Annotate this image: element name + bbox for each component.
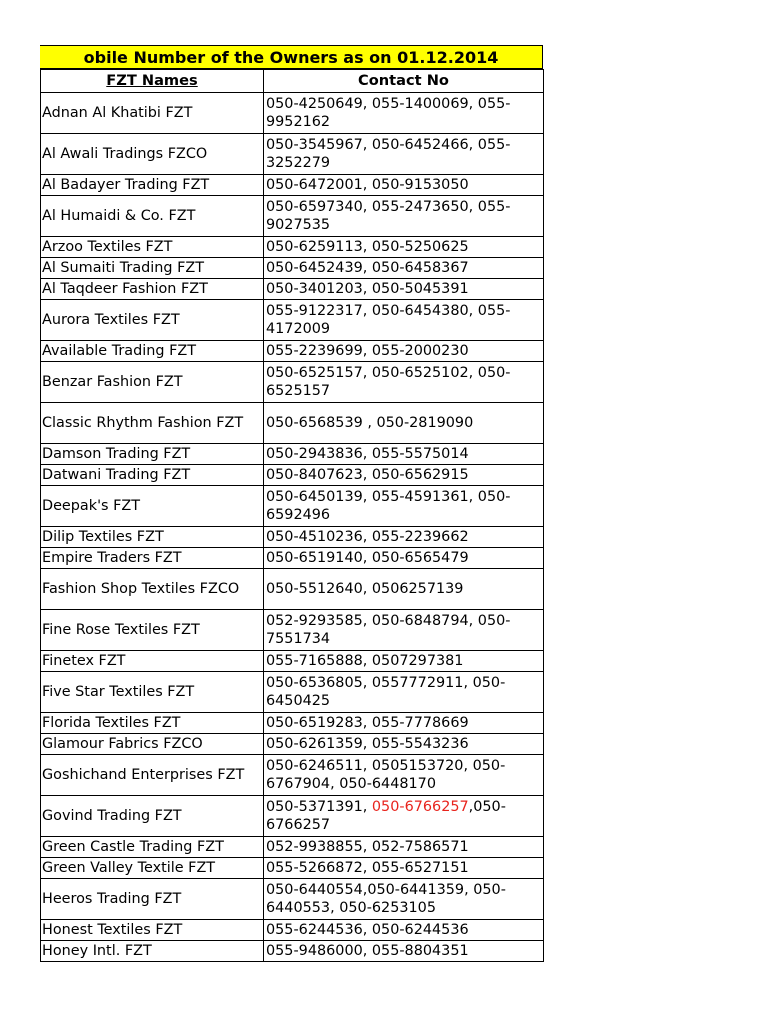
fzt-name-cell[interactable]: Damson Trading FZT xyxy=(41,444,264,465)
contact-no-cell[interactable]: 050-6440554,050-6441359, 050-6440553, 050-6253105 xyxy=(264,879,544,920)
table-row xyxy=(41,569,544,610)
header-fzt-names[interactable]: FZT Names xyxy=(41,70,264,93)
table-row xyxy=(41,837,544,858)
contact-no-cell[interactable]: 050-6536805, 0557772911, 050-6450425 xyxy=(264,672,544,713)
contact-text: 050-5371391, xyxy=(266,799,372,815)
fzt-name-cell[interactable]: Finetex FZT xyxy=(41,651,264,672)
contact-no-cell[interactable]: 050-6519283, 055-7778669 xyxy=(264,713,544,734)
owners-table xyxy=(40,69,544,962)
fzt-name-cell[interactable]: Al Taqdeer Fashion FZT xyxy=(41,279,264,300)
fzt-name-cell[interactable]: Glamour Fabrics FZCO xyxy=(41,734,264,755)
contact-no-cell[interactable]: 050-3545967, 050-6452466, 055-3252279 xyxy=(264,134,544,175)
fzt-name-cell[interactable]: Green Castle Trading FZT xyxy=(41,837,264,858)
fzt-name-cell[interactable]: Five Star Textiles FZT xyxy=(41,672,264,713)
table-row xyxy=(41,134,544,175)
fzt-name-cell[interactable]: Arzoo Textiles FZT xyxy=(41,237,264,258)
highlighted-number: 050-6766257 xyxy=(371,799,469,815)
table-row xyxy=(41,279,544,300)
table-row xyxy=(41,734,544,755)
fzt-name-cell[interactable]: Classic Rhythm Fashion FZT xyxy=(41,403,264,444)
table-row xyxy=(41,403,544,444)
table-row xyxy=(41,465,544,486)
table-row xyxy=(41,713,544,734)
contact-no-cell[interactable]: 050-6259113, 050-5250625 xyxy=(264,237,544,258)
fzt-name-cell[interactable]: Goshichand Enterprises FZT xyxy=(41,755,264,796)
fzt-name-cell[interactable]: Al Sumaiti Trading FZT xyxy=(41,258,264,279)
table-row xyxy=(41,258,544,279)
table-row xyxy=(41,858,544,879)
fzt-name-cell[interactable]: Green Valley Textile FZT xyxy=(41,858,264,879)
table-row xyxy=(41,362,544,403)
header-contact-no[interactable]: Contact No xyxy=(264,70,544,93)
contact-no-cell[interactable]: 050-8407623, 050-6562915 xyxy=(264,465,544,486)
contact-no-cell[interactable]: 055-6244536, 050-6244536 xyxy=(264,920,544,941)
fzt-name-cell[interactable]: Al Awali Tradings FZCO xyxy=(41,134,264,175)
fzt-name-cell[interactable]: Dilip Textiles FZT xyxy=(41,527,264,548)
fzt-name-cell[interactable]: Available Trading FZT xyxy=(41,341,264,362)
fzt-name-cell[interactable]: Al Badayer Trading FZT xyxy=(41,175,264,196)
fzt-name-cell[interactable]: Florida Textiles FZT xyxy=(41,713,264,734)
table-row xyxy=(41,796,544,837)
fzt-name-cell[interactable]: Benzar Fashion FZT xyxy=(41,362,264,403)
table-row xyxy=(41,920,544,941)
table-row xyxy=(41,444,544,465)
contact-no-cell[interactable]: 055-7165888, 0507297381 xyxy=(264,651,544,672)
table-row xyxy=(41,175,544,196)
contact-no-cell[interactable]: 052-9938855, 052-7586571 xyxy=(264,837,544,858)
table-row xyxy=(41,527,544,548)
table-row xyxy=(41,879,544,920)
table-row xyxy=(41,548,544,569)
contact-no-cell[interactable]: 055-5266872, 055-6527151 xyxy=(264,858,544,879)
contact-no-cell[interactable]: 050-6452439, 050-6458367 xyxy=(264,258,544,279)
fzt-name-cell[interactable]: Datwani Trading FZT xyxy=(41,465,264,486)
fzt-name-cell[interactable]: Fine Rose Textiles FZT xyxy=(41,610,264,651)
contact-no-cell[interactable] xyxy=(264,796,544,837)
header-row xyxy=(41,70,544,93)
sheet-title: obile Number of the Owners as on 01.12.2014 xyxy=(40,45,543,69)
fzt-name-cell[interactable]: Adnan Al Khatibi FZT xyxy=(41,93,264,134)
spreadsheet xyxy=(40,45,543,962)
contact-no-cell[interactable]: 050-6261359, 055-5543236 xyxy=(264,734,544,755)
contact-text: ,050-6766257 xyxy=(266,799,506,833)
table-row xyxy=(41,196,544,237)
contact-no-cell[interactable]: 050-6568539 , 050-2819090 xyxy=(264,403,544,444)
table-row xyxy=(41,672,544,713)
contact-no-cell[interactable]: 050-4250649, 055-1400069, 055-9952162 xyxy=(264,93,544,134)
table-row xyxy=(41,651,544,672)
contact-no-cell[interactable]: 050-6519140, 050-6565479 xyxy=(264,548,544,569)
contact-no-cell[interactable]: 050-6472001, 050-9153050 xyxy=(264,175,544,196)
contact-no-cell[interactable]: 050-5512640, 0506257139 xyxy=(264,569,544,610)
table-row xyxy=(41,341,544,362)
fzt-name-cell[interactable]: Deepak's FZT xyxy=(41,486,264,527)
contact-no-cell[interactable]: 050-2943836, 055-5575014 xyxy=(264,444,544,465)
fzt-name-cell[interactable]: Honest Textiles FZT xyxy=(41,920,264,941)
fzt-name-cell[interactable]: Fashion Shop Textiles FZCO xyxy=(41,569,264,610)
fzt-name-cell[interactable]: Govind Trading FZT xyxy=(41,796,264,837)
table-row xyxy=(41,941,544,962)
table-row xyxy=(41,610,544,651)
contact-no-cell[interactable]: 055-9486000, 055-8804351 xyxy=(264,941,544,962)
contact-no-cell[interactable]: 055-9122317, 050-6454380, 055-4172009 xyxy=(264,300,544,341)
table-row xyxy=(41,486,544,527)
table-row xyxy=(41,237,544,258)
fzt-name-cell[interactable]: Honey Intl. FZT xyxy=(41,941,264,962)
contact-no-cell[interactable]: 052-9293585, 050-6848794, 050-7551734 xyxy=(264,610,544,651)
table-row xyxy=(41,93,544,134)
contact-no-cell[interactable]: 050-6246511, 0505153720, 050-6767904, 050-6448170 xyxy=(264,755,544,796)
fzt-name-cell[interactable]: Al Humaidi & Co. FZT xyxy=(41,196,264,237)
fzt-name-cell[interactable]: Empire Traders FZT xyxy=(41,548,264,569)
contact-no-cell[interactable]: 050-6597340, 055-2473650, 055-9027535 xyxy=(264,196,544,237)
contact-no-cell[interactable]: 050-3401203, 050-5045391 xyxy=(264,279,544,300)
table-row xyxy=(41,300,544,341)
contact-no-cell[interactable]: 050-6450139, 055-4591361, 050-6592496 xyxy=(264,486,544,527)
contact-no-cell[interactable]: 050-6525157, 050-6525102, 050-6525157 xyxy=(264,362,544,403)
fzt-name-cell[interactable]: Heeros Trading FZT xyxy=(41,879,264,920)
fzt-name-cell[interactable]: Aurora Textiles FZT xyxy=(41,300,264,341)
contact-no-cell[interactable]: 050-4510236, 055-2239662 xyxy=(264,527,544,548)
contact-no-cell[interactable]: 055-2239699, 055-2000230 xyxy=(264,341,544,362)
table-row xyxy=(41,755,544,796)
